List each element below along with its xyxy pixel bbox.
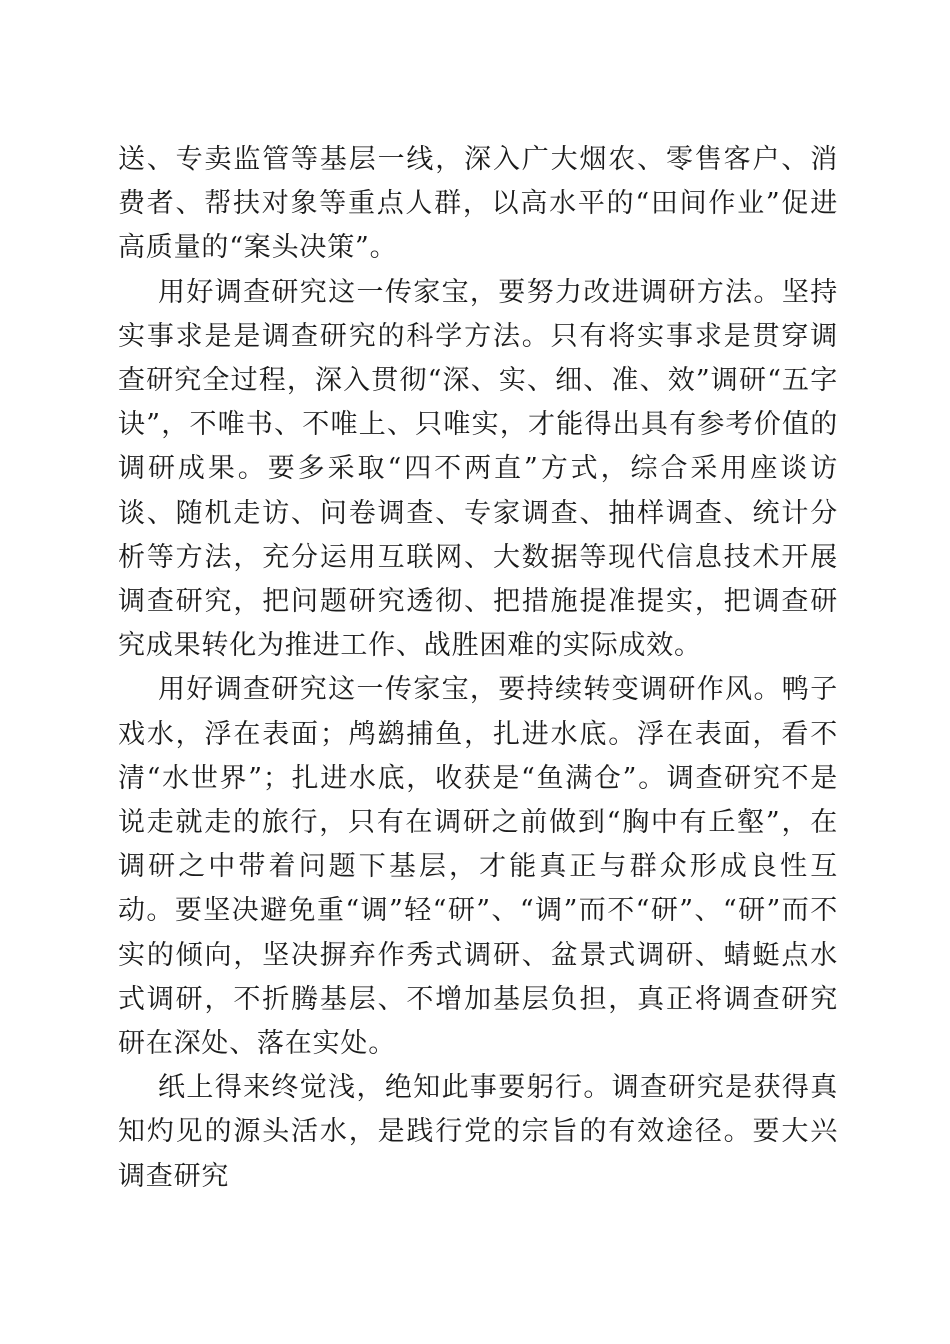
paragraph-1: 送、专卖监管等基层一线，深入广大烟农、零售客户、消费者、帮扶对象等重点人群，以高水平的“田间作业”促进高质量的“案头决策”。: [118, 144, 838, 264]
body-text: [118, 138, 838, 1199]
paragraph-2: 用好调查研究这一传家宝，要努力改进调研方法。坚持实事求是是调查研究的科学方法。只有将实事求是贯穿调查研究全过程，深入贯彻“深、实、细、准、效”调研“五字诀”，不唯书、不唯上、只唯实，才能得出具有参考价值的调研成果。要多采取“四不两直”方式，综合采用座谈访谈、随机走访、问卷调查、专家调查、抽样调查、统计分析等方法，充分运用互联网、大数据等现代信息技术开展调查研究，把问题研究透彻、把措施提准提实，把调查研究成果转化为推进工作、战胜困难的实际成效。: [118, 276, 838, 662]
paragraph-3: 用好调查研究这一传家宝，要持续转变调研作风。鸭子戏水，浮在表面；鸬鹚捕鱼，扎进水底。浮在表面，看不清“水世界”；扎进水底，收获是“鱼满仓”。调查研究不是说走就走的旅行，只有在调研之前做到“胸中有丘壑”，在调研之中带着问题下基层，才能真正与群众形成良性互动。要坚决避免重“调”轻“研”、“调”而不“研”、“研”而不实的倾向，坚决摒弃作秀式调研、盆景式调研、蜻蜓点水式调研，不折腾基层、不增加基层负担，真正将调查研究研在深处、落在实处。: [118, 674, 838, 1060]
paragraph-4: 纸上得来终觉浅，绝知此事要躬行。调查研究是获得真知灼见的源头活水，是践行党的宗旨的有效途径。要大兴调查研究: [118, 1072, 838, 1192]
